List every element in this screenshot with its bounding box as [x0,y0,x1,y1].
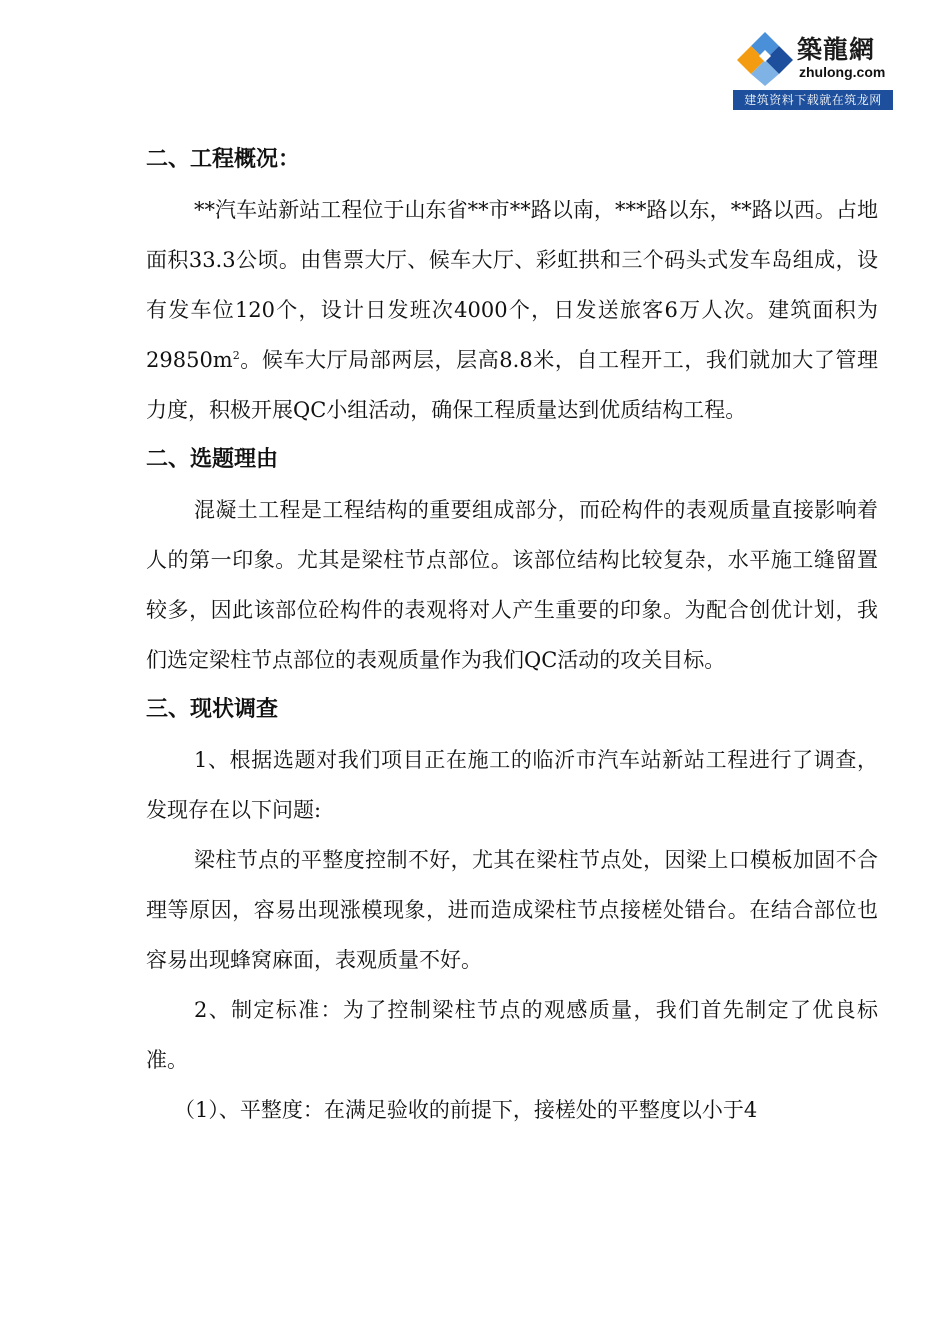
overview-superscript: 2 [232,349,240,362]
logo-name-cn: 築龍網 [797,35,876,64]
overview-text-a: **汽车站新站工程位于山东省**市**路以南，***路以东，**路以西。占地面积33.3公顷。由售票大厅、候车大厅、彩虹拱和三个码头式发车岛组成，设有发车位120个，设计日发班次4000个，日发送旅客6万人次。建筑面积为29850m [146,198,878,372]
overview-paragraph [146,185,878,435]
survey-paragraph-3: 2、制定标准：为了控制梁柱节点的观感质量，我们首先制定了优良标准。 [146,998,878,1072]
zhulong-logo [733,26,893,110]
logo-domain: zhulong.com [799,64,886,80]
logo-top [733,26,893,88]
logo-mark-icon [737,30,793,86]
survey-paragraph-2: 梁柱节点的平整度控制不好，尤其在梁柱节点处，因梁上口模板加固不合理等原因，容易出现涨模现象，进而造成梁柱节点接槎处错台。在结合部位也容易出现蜂窝麻面，表观质量不好。 [146,848,878,972]
topic-reason-paragraph: 混凝土工程是工程结构的重要组成部分，而砼构件的表观质量直接影响着人的第一印象。尤其是梁柱节点部位。该部位结构比较复杂，水平施工缝留置较多，因此该部位砼构件的表观将对人产生重要的印象。为配合创优计划，我们选定梁柱节点部位的表观质量作为我们QC活动的攻关目标。 [146,498,878,672]
section-heading-survey: 三、现状调查 [146,697,279,722]
document-body [146,135,878,1135]
survey-paragraph-1: 1、根据选题对我们项目正在施工的临沂市汽车站新站工程进行了调查，发现存在以下问题: [146,748,878,822]
survey-paragraph-4: （1）、平整度：在满足验收的前提下，接槎处的平整度以小于4 [174,1098,758,1122]
section-heading-topic-reason: 二、选题理由 [146,447,279,472]
logo-slogan: 建筑资料下载就在筑龙网 [733,90,893,110]
overview-text-b: 。候车大厅局部两层，层高8.8米，自工程开工，我们就加大了管理力度，积极开展QC小组活动，确保工程质量达到优质结构工程。 [146,348,878,422]
section-heading-overview: 二、工程概况： [146,147,301,172]
